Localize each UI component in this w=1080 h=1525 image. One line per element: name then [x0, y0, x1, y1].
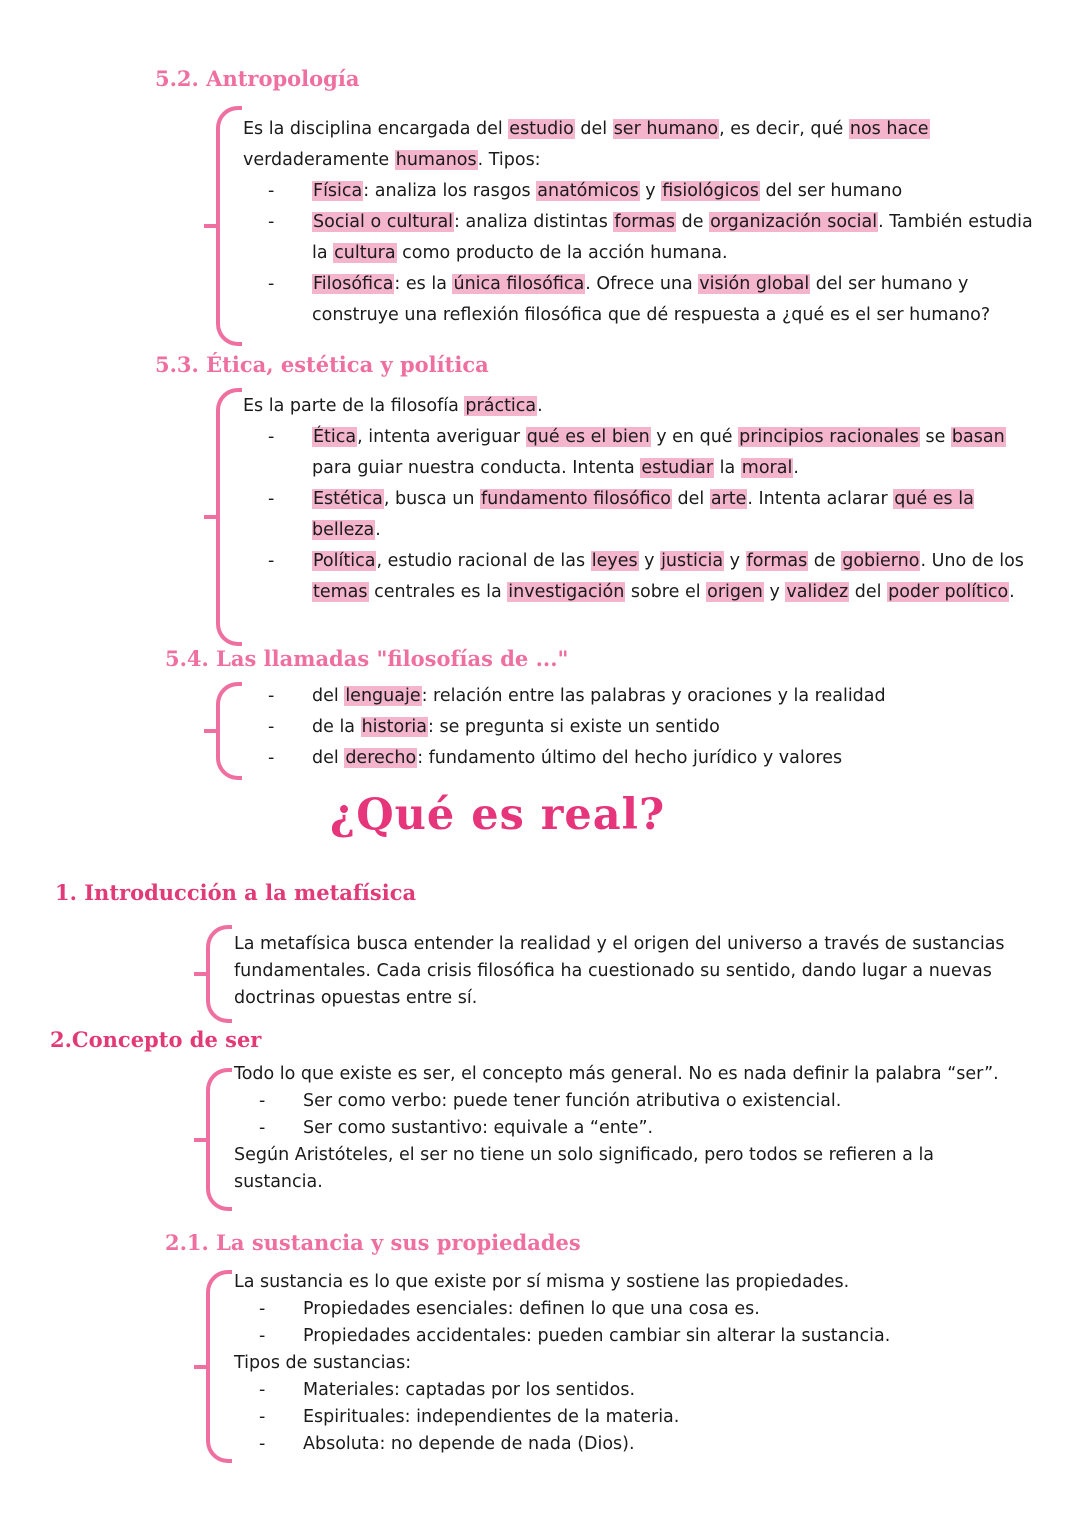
- list-item: [243, 743, 1043, 774]
- highlighted-term: leyes: [591, 551, 638, 571]
- list-item: - Propiedades accidentales: pueden cambiar sin alterar la sustancia.: [234, 1323, 1024, 1350]
- text-segment: se: [919, 427, 951, 447]
- list-item: [243, 269, 1043, 331]
- s2-intro: Todo lo que existe es ser, el concepto más general. No es nada definir la palabra “ser”.: [234, 1064, 999, 1084]
- text-segment: verdaderamente: [243, 150, 395, 170]
- highlighted-term: estudiar: [641, 458, 714, 478]
- highlighted-term: investigación: [508, 582, 625, 602]
- s21-intro: La sustancia es lo que existe por sí misma y sostiene las propiedades.: [234, 1272, 850, 1292]
- section-title-2: 2.Concepto de ser: [50, 1027, 262, 1052]
- section-title-2-1: 2.1. La sustancia y sus propiedades: [165, 1230, 581, 1255]
- highlighted-term: Social o cultural: [313, 212, 454, 232]
- highlighted-term: temas: [313, 582, 368, 602]
- list-item: - Propiedades esenciales: definen lo que una cosa es.: [234, 1296, 1024, 1323]
- highlighted-term: estudio: [509, 119, 574, 139]
- highlighted-term: historia: [361, 717, 428, 737]
- highlighted-term: qué es el bien: [526, 427, 650, 447]
- highlighted-term: nos hace: [849, 119, 929, 139]
- highlighted-term: Filosófica: [313, 274, 394, 294]
- highlighted-term: humanos: [395, 150, 477, 170]
- highlighted-term: validez: [786, 582, 849, 602]
- highlighted-term: moral: [741, 458, 793, 478]
- section-title-1: 1. Introducción a la metafísica: [55, 880, 417, 905]
- list-item: [243, 681, 1043, 712]
- highlighted-term: formas: [746, 551, 808, 571]
- text-segment: . Ofrece una: [585, 274, 699, 294]
- text-segment: sobre el: [625, 582, 707, 602]
- text-segment: .: [793, 458, 799, 478]
- s54-list: [243, 681, 1043, 774]
- text-segment: y: [638, 551, 661, 571]
- list-item: - Ser como sustantivo: equivale a “ente”.: [234, 1115, 1024, 1142]
- highlighted-term: práctica: [465, 396, 537, 416]
- s2-list: [234, 1088, 1024, 1142]
- brace-5-4: [216, 682, 242, 780]
- text-segment: centrales es la: [368, 582, 508, 602]
- brace-2: [206, 1068, 232, 1211]
- text-segment: : analiza los rasgos: [363, 181, 537, 201]
- list-item: [243, 484, 1043, 546]
- text-segment: . Intenta aclarar: [747, 489, 894, 509]
- highlighted-term: cultura: [334, 243, 396, 263]
- s21-list-properties: [234, 1296, 1024, 1350]
- text-segment: Es la disciplina encargada del: [243, 119, 509, 139]
- brace-1: [206, 925, 232, 1023]
- page-title: ¿Qué es real?: [330, 790, 666, 840]
- text-segment: .: [537, 396, 543, 416]
- s1-text: La metafísica busca entender la realidad y el origen del universo a través de sustancias fundamentales. Cada crisis filosófica ha cuestionado su sentido, dando lugar a nuevas doctrinas opuestas entre sí.: [234, 934, 1005, 1008]
- s52-list: [243, 176, 1043, 331]
- highlighted-term: anatómicos: [537, 181, 639, 201]
- text-segment: como producto de la acción humana.: [396, 243, 728, 263]
- s53-intro: [243, 391, 1043, 422]
- highlighted-term: lenguaje: [345, 686, 421, 706]
- section-title-5-4: 5.4. Las llamadas "filosofías de ...": [165, 646, 569, 671]
- s21-tipos: Tipos de sustancias:: [234, 1353, 412, 1373]
- section-body-1: [234, 931, 1024, 1012]
- text-segment: y: [763, 582, 786, 602]
- text-segment: del: [312, 686, 345, 706]
- highlighted-term: Política: [313, 551, 376, 571]
- highlighted-term: formas: [614, 212, 676, 232]
- list-item: - Absoluta: no depende de nada (Dios).: [234, 1431, 1024, 1458]
- text-segment: . También estudia la: [312, 212, 1033, 263]
- text-segment: y: [724, 551, 746, 571]
- list-item: [243, 712, 1043, 743]
- text-segment: de: [676, 212, 710, 232]
- section-body-2: [234, 1061, 1024, 1196]
- text-segment: , es decir, qué: [719, 119, 849, 139]
- section-title-5-2: 5.2. Antropología: [155, 66, 360, 91]
- list-item: [243, 422, 1043, 484]
- s2-outro: Según Aristóteles, el ser no tiene un solo significado, pero todos se refieren a la sustancia.: [234, 1145, 935, 1192]
- highlighted-term: gobierno: [842, 551, 920, 571]
- text-segment: la: [714, 458, 741, 478]
- highlighted-term: única filosófica: [453, 274, 585, 294]
- text-segment: , intenta averiguar: [357, 427, 526, 447]
- text-segment: para guiar nuestra conducta. Intenta: [312, 458, 641, 478]
- list-item: [243, 176, 1043, 207]
- text-segment: : fundamento último del hecho jurídico y valores: [417, 748, 843, 768]
- text-segment: del: [312, 748, 345, 768]
- highlighted-term: Física: [313, 181, 363, 201]
- text-segment: .: [375, 520, 381, 540]
- text-segment: de la: [312, 717, 361, 737]
- list-item: - Materiales: captadas por los sentidos.: [234, 1377, 1024, 1404]
- text-segment: del ser humano: [759, 181, 903, 201]
- text-segment: y: [639, 181, 662, 201]
- highlighted-term: origen: [707, 582, 763, 602]
- text-segment: , estudio racional de las: [376, 551, 591, 571]
- highlighted-term: principios racionales: [739, 427, 919, 447]
- text-segment: del: [671, 489, 710, 509]
- s21-list-types: [234, 1377, 1024, 1458]
- text-segment: del ser humano y construye una reflexión filosófica que dé respuesta a ¿qué es el ser humano?: [312, 274, 991, 325]
- highlighted-term: ser humano: [613, 119, 719, 139]
- s52-intro: [243, 114, 1043, 176]
- list-item: - Ser como verbo: puede tener función atributiva o existencial.: [234, 1088, 1024, 1115]
- highlighted-term: fundamento filosófico: [480, 489, 671, 509]
- highlighted-term: derecho: [345, 748, 417, 768]
- text-segment: : analiza distintas: [454, 212, 614, 232]
- text-segment: . Tipos:: [477, 150, 541, 170]
- highlighted-term: poder político: [888, 582, 1009, 602]
- s53-list: [243, 422, 1043, 608]
- section-title-5-3: 5.3. Ética, estética y política: [155, 352, 489, 377]
- highlighted-term: organización social: [710, 212, 878, 232]
- highlighted-term: qué es la belleza: [312, 489, 974, 540]
- list-item: - Espirituales: independientes de la materia.: [234, 1404, 1024, 1431]
- text-segment: y en qué: [650, 427, 739, 447]
- highlighted-term: Ética: [313, 427, 357, 447]
- text-segment: . Uno de los: [920, 551, 1024, 571]
- text-segment: Es la parte de la filosofía: [243, 396, 465, 416]
- text-segment: , busca un: [383, 489, 480, 509]
- brace-5-2: [216, 106, 242, 346]
- highlighted-term: visión global: [699, 274, 810, 294]
- list-item: [243, 207, 1043, 269]
- section-body-5-4: [243, 681, 1043, 774]
- brace-2-1: [206, 1270, 232, 1463]
- text-segment: .: [1009, 582, 1015, 602]
- text-segment: del: [574, 119, 613, 139]
- list-item: [243, 546, 1043, 608]
- text-segment: : es la: [394, 274, 453, 294]
- highlighted-term: arte: [710, 489, 747, 509]
- highlighted-term: fisiológicos: [662, 181, 759, 201]
- highlighted-term: justicia: [661, 551, 724, 571]
- highlighted-term: Estética: [313, 489, 383, 509]
- brace-5-3: [216, 388, 242, 646]
- highlighted-term: basan: [951, 427, 1005, 447]
- section-body-5-3: [243, 391, 1043, 608]
- section-body-2-1: [234, 1269, 1024, 1458]
- section-body-5-2: [243, 114, 1043, 331]
- text-segment: : relación entre las palabras y oraciones y la realidad: [421, 686, 886, 706]
- text-segment: : se pregunta si existe un sentido: [428, 717, 720, 737]
- text-segment: de: [808, 551, 842, 571]
- text-segment: del: [849, 582, 888, 602]
